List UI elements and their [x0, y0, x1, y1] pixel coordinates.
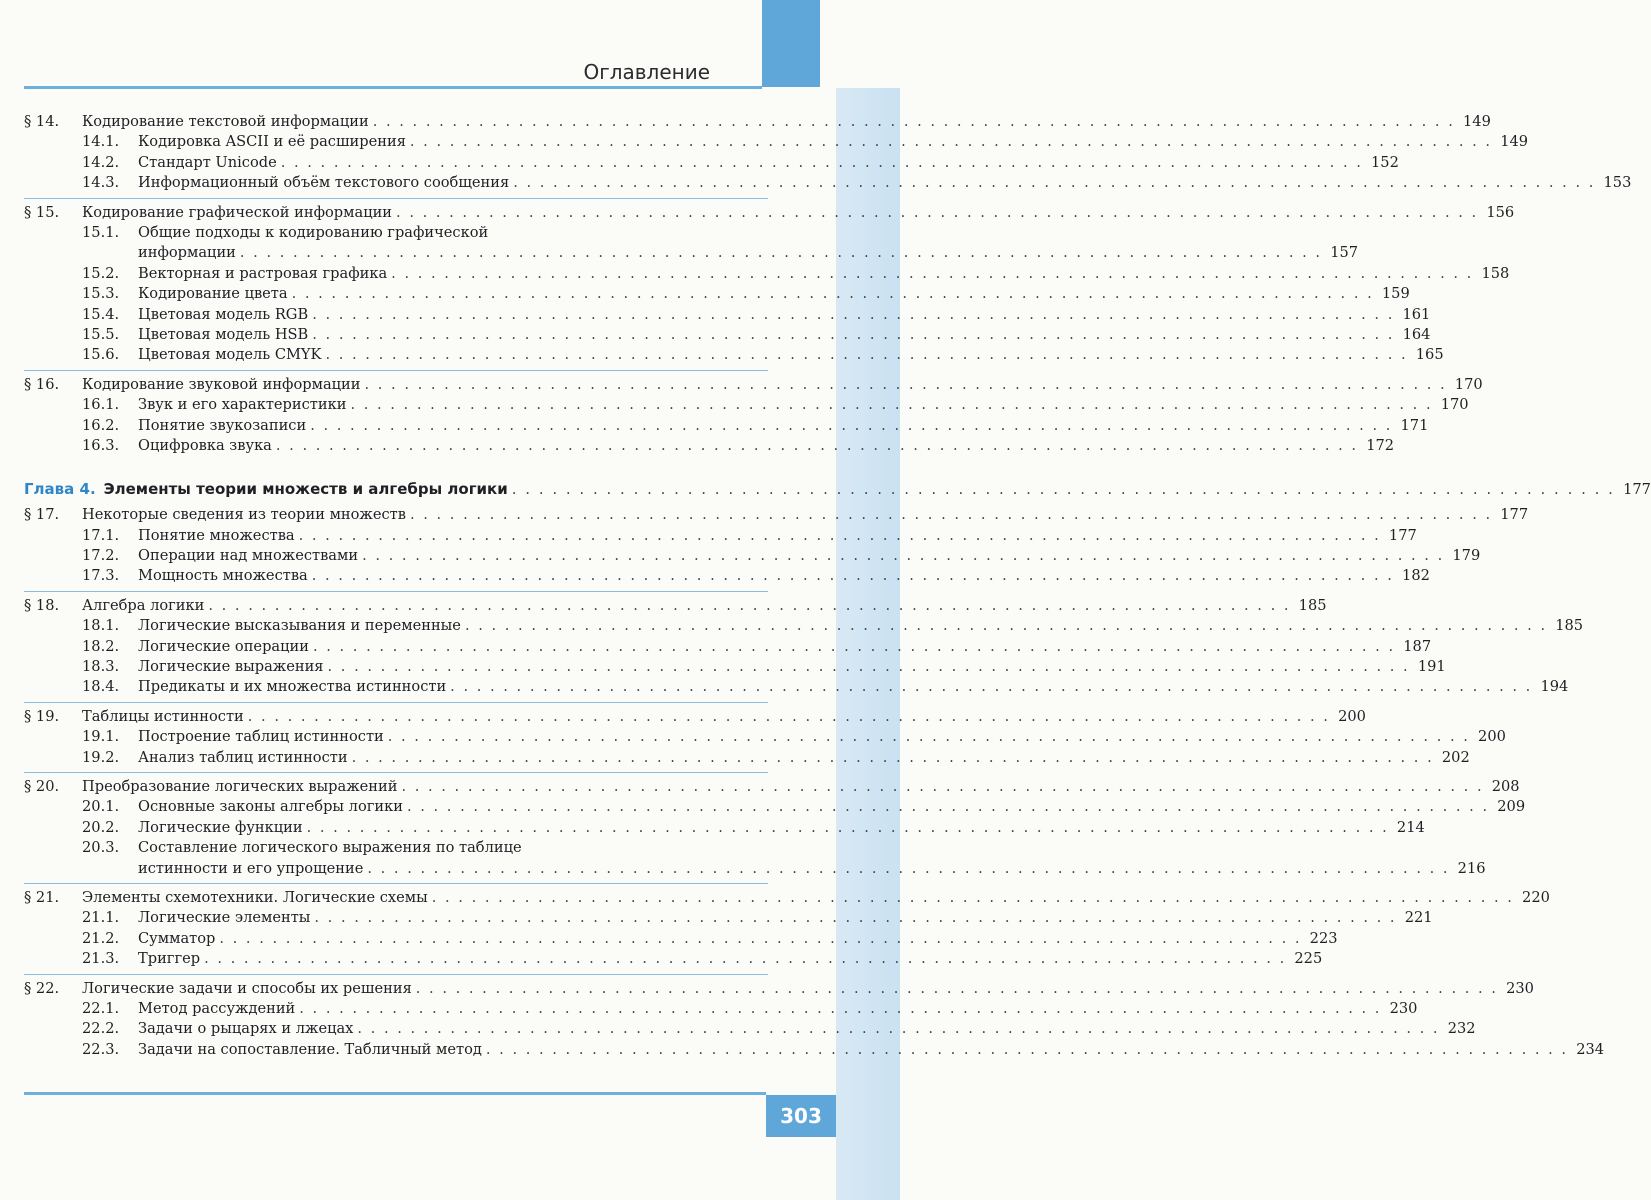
subsection-number: 15.3.	[82, 285, 120, 303]
dot-leader: . . . . . . . . . . . . . . . . . . . . . . . . . . . . . . . . . . . . . . . . . . . . . . . . . . . . . . . . . . . . . . . . . . . . . . . . . . . . . . . . . .	[299, 999, 1382, 1017]
section-title: Таблицы истинности	[82, 707, 244, 725]
dot-leader: . . . . . . . . . . . . . . . . . . . . . . . . . . . . . . . . . . . . . . . . . . . . . . . . . . . . . . . . . . . . . . . . . . . . . . . . . . . . . . . . . .	[357, 1020, 1440, 1038]
subsection-title: Метод рассуждений	[138, 999, 296, 1017]
section-number: § 14.	[24, 113, 60, 130]
subsection-title: Цветовая модель HSB	[138, 325, 309, 343]
subsection-page: 170	[1440, 396, 1469, 414]
section-group	[24, 974, 1605, 1065]
dot-leader: . . . . . . . . . . . . . . . . . . . . . . . . . . . . . . . . . . . . . . . . . . . . . . . . . . . . . . . . . . . . . . . . . . . . . . . . . . . . . . . . . .	[280, 153, 1363, 171]
subsection-title: Стандарт Unicode	[138, 153, 277, 171]
dot-leader: . . . . . . . . . . . . . . . . . . . . . . . . . . . . . . . . . . . . . . . . . . . . . . . . . . . . . . . . . . . . . . . . . . . . . . . . . . . . . . . . . .	[409, 506, 1493, 524]
subsection-page: 191	[1417, 658, 1446, 676]
subsection-title: Задачи на сопоставление. Табличный метод	[138, 1040, 482, 1058]
subsection-title: Логические выражения	[138, 658, 324, 676]
subsection-page: 158	[1481, 264, 1510, 282]
dot-leader: . . . . . . . . . . . . . . . . . . . . . . . . . . . . . . . . . . . . . . . . . . . . . . . . . . . . . . . . . . . . . . . . . . . . . . . . . . . . . . . . . .	[306, 818, 1389, 836]
dot-leader: . . . . . . . . . . . . . . . . . . . . . . . . . . . . . . . . . . . . . . . . . . . . . . . . . . . . . . . . . . . . . . . . . . . . . . . . . . . . . . . . . .	[409, 133, 1493, 151]
subsection-entry[interactable]	[24, 305, 1431, 325]
subsection-number: 15.6.	[82, 346, 120, 364]
subsection-number: 21.3.	[82, 950, 120, 968]
subsection-entry[interactable]	[24, 748, 1470, 768]
subsection-entry[interactable]	[24, 566, 1430, 586]
subsection-number: 15.2.	[82, 264, 120, 282]
subsection-title: Анализ таблиц истинности	[138, 748, 348, 766]
section-title: Элементы схемотехники. Логические схемы	[82, 888, 428, 906]
subsection-page: 230	[1389, 999, 1418, 1017]
chapter-title: Элементы теории множеств и алгебры логики	[103, 480, 508, 499]
subsection-number: 15.5.	[82, 325, 120, 343]
dot-leader: . . . . . . . . . . . . . . . . . . . . . . . . . . . . . . . . . . . . . . . . . . . . . . . . . . . . . . . . . . . . . . . . . . . . . . . . . . . . . . . . . .	[401, 777, 1484, 795]
section-title: Логические задачи и способы их решения	[82, 979, 412, 997]
dot-leader: . . . . . . . . . . . . . . . . . . . . . . . . . . . . . . . . . . . . . . . . . . . . . . . . . . . . . . . . . . . . . . . . . . . . . . . . . . . . . . . . . .	[351, 748, 1434, 766]
subsection-number: 19.2.	[82, 748, 120, 766]
section-number: § 22.	[24, 979, 60, 997]
chapter-heading[interactable]	[24, 478, 1651, 501]
dot-leader: . . . . . . . . . . . . . . . . . . . . . . . . . . . . . . . . . . . . . . . . . . . . . . . . . . . . . . . . . . . . . . . . . . . . . . . . . . . . . . . . . .	[350, 396, 1433, 414]
subsection-page: 225	[1294, 950, 1323, 968]
subsection-title: Цветовая модель CMYK	[138, 346, 322, 364]
subsection-title: Основные законы алгебры логики	[138, 798, 403, 816]
subsection-title: Операции над множествами	[138, 547, 359, 565]
dot-leader: . . . . . . . . . . . . . . . . . . . . . . . . . . . . . . . . . . . . . . . . . . . . . . . . . . . . . . . . . . . . . . . . . . . . . . . . . . . . . . . . . .	[247, 707, 1330, 725]
subsection-number: 20.3.	[82, 839, 120, 857]
subsection-title: Кодирование цвета	[138, 285, 288, 303]
subsection-title: Построение таблиц истинности	[138, 728, 384, 746]
section-entry[interactable]	[24, 112, 1491, 132]
subsection-entry[interactable]	[24, 345, 1444, 365]
subsection-title: Понятие множества	[138, 526, 295, 544]
dot-leader: . . . . . . . . . . . . . . . . . . . . . . . . . . . . . . . . . . . . . . . . . . . . . . . . . . . . . . . . . . . . . . . . . . . . . . . . . . . . . . . . . .	[310, 416, 1393, 434]
subsection-entry[interactable]	[24, 797, 1526, 817]
subsection-title: информации	[138, 244, 236, 262]
section-number: § 18.	[24, 596, 60, 614]
section-title: Некоторые сведения из теории множеств	[82, 506, 406, 524]
subsection-page: 171	[1400, 416, 1429, 434]
subsection-entry[interactable]	[24, 616, 1584, 636]
subsection-entry[interactable]	[24, 526, 1417, 546]
subsection-title: Векторная и растровая графика	[138, 264, 388, 282]
subsection-number: 20.1.	[82, 798, 120, 816]
subsection-page: 149	[1500, 133, 1529, 151]
subsection-page: 153	[1603, 174, 1632, 192]
subsection-page: 234	[1576, 1040, 1605, 1058]
subsection-number: 14.2.	[82, 153, 120, 171]
dot-leader: . . . . . . . . . . . . . . . . . . . . . . . . . . . . . . . . . . . . . . . . . . . . . . . . . . . . . . . . . . . . . . . . . . . . . . . . . . . . . . . . . .	[485, 1040, 1569, 1058]
subsection-entry[interactable]	[24, 264, 1510, 284]
dot-leader: . . . . . . . . . . . . . . . . . . . . . . . . . . . . . . . . . . . . . . . . . . . . . . . . . . . . . . . . . . . . . . . . . . . . . . . . . . . . . . . . . .	[464, 617, 1548, 635]
subsection-entry[interactable]	[24, 999, 1418, 1019]
dot-leader: . . . . . . . . . . . . . . . . . . . . . . . . . . . . . . . . . . . . . . . . . . . . . . . . . . . . . . . . . . . . . . . . . . . . . . . . . . . . . . . . . .	[208, 596, 1291, 614]
subsection-title: истинности и его упрощение	[138, 859, 364, 877]
chapter-page: 177	[1623, 481, 1651, 499]
subsection-entry[interactable]	[24, 284, 1410, 304]
subsection-entry[interactable]	[24, 325, 1431, 345]
section-page: 156	[1486, 203, 1515, 221]
subsection-title: Сумматор	[138, 929, 216, 947]
subsection-page: 194	[1540, 678, 1569, 696]
subsection-title: Звук и его характеристики	[138, 396, 347, 414]
dot-leader: . . . . . . . . . . . . . . . . . . . . . . . . . . . . . . . . . . . . . . . . . . . . . . . . . . . . . . . . . . . . . . . . . . . . . . . . . . . . . . . . . .	[511, 480, 1615, 499]
subsection-entry[interactable]	[24, 637, 1432, 657]
section-group	[24, 772, 1526, 883]
subsection-title: Задачи о рыцарях и лжецах	[138, 1020, 354, 1038]
subsection-number: 14.1.	[82, 133, 120, 151]
subsection-entry[interactable]	[24, 223, 1359, 264]
dot-leader: . . . . . . . . . . . . . . . . . . . . . . . . . . . . . . . . . . . . . . . . . . . . . . . . . . . . . . . . . . . . . . . . . . . . . . . . . . . . . . . . . .	[298, 526, 1381, 544]
subsection-page: 172	[1366, 436, 1395, 454]
section-number: § 15.	[24, 203, 60, 221]
section-page: 149	[1463, 113, 1491, 130]
section-title: Преобразование логических выражений	[82, 777, 398, 795]
dot-leader: . . . . . . . . . . . . . . . . . . . . . . . . . . . . . . . . . . . . . . . . . . . . . . . . . . . . . . . . . . . . . . . . . . . . . . . . . . . . . . . . . .	[391, 264, 1474, 282]
subsection-entry[interactable]	[24, 818, 1425, 838]
subsection-number: 17.2.	[82, 547, 120, 565]
subsection-entry[interactable]	[24, 677, 1569, 697]
section-page: 220	[1522, 888, 1550, 906]
section-page: 185	[1298, 596, 1327, 614]
subsection-page: 161	[1402, 305, 1431, 323]
subsection-page: 165	[1415, 346, 1444, 364]
subsection-entry[interactable]	[24, 546, 1481, 566]
section-title: Кодирование звуковой информации	[82, 375, 361, 393]
section-entry[interactable]	[24, 707, 1366, 727]
section-title: Кодирование графической информации	[82, 203, 393, 221]
section-page: 170	[1454, 375, 1483, 393]
subsection-number: 15.1.	[82, 223, 120, 241]
section-entry[interactable]	[24, 777, 1520, 797]
subsection-entry[interactable]	[24, 395, 1469, 415]
subsection-entry[interactable]	[24, 657, 1446, 677]
section-entry[interactable]	[24, 596, 1327, 616]
subsection-number: 14.3.	[82, 174, 120, 192]
subsection-number: 17.1.	[82, 526, 120, 544]
subsection-title: Логические операции	[138, 637, 309, 655]
subsection-number: 15.4.	[82, 305, 120, 323]
dot-leader: . . . . . . . . . . . . . . . . . . . . . . . . . . . . . . . . . . . . . . . . . . . . . . . . . . . . . . . . . . . . . . . . . . . . . . . . . . . . . . . . . .	[311, 567, 1394, 585]
dot-leader: . . . . . . . . . . . . . . . . . . . . . . . . . . . . . . . . . . . . . . . . . . . . . . . . . . . . . . . . . . . . . . . . . . . . . . . . . . . . . . . . . .	[239, 244, 1323, 262]
dot-leader: . . . . . . . . . . . . . . . . . . . . . . . . . . . . . . . . . . . . . . . . . . . . . . . . . . . . . . . . . . . . . . . . . . . . . . . . . . . . . . . . . .	[513, 174, 1596, 192]
section-number: § 16.	[24, 375, 60, 393]
subsection-title: Предикаты и их множества истинности	[138, 678, 447, 696]
subsection-entry[interactable]	[24, 1019, 1476, 1039]
subsection-entry[interactable]	[24, 727, 1506, 747]
subsection-entry[interactable]	[24, 949, 1323, 969]
subsection-number: 21.2.	[82, 929, 120, 947]
subsection-page: 232	[1447, 1020, 1476, 1038]
subsection-number: 16.2.	[82, 416, 120, 434]
subsection-number: 21.1.	[82, 909, 120, 927]
subsection-title: Мощность множества	[138, 567, 308, 585]
section-page: 230	[1506, 979, 1534, 997]
dot-leader: . . . . . . . . . . . . . . . . . . . . . . . . . . . . . . . . . . . . . . . . . . . . . . . . . . . . . . . . . . . . . . . . . . . . . . . . . . . . . . . . . .	[372, 113, 1455, 130]
subsection-title: Триггер	[138, 950, 201, 968]
subsection-title: Оцифровка звука	[138, 436, 272, 454]
subsection-number: 17.3.	[82, 567, 120, 585]
subsection-title-line2	[138, 243, 1358, 263]
subsection-page: 221	[1404, 909, 1433, 927]
subsection-number: 22.1.	[82, 999, 120, 1017]
subsection-page: 152	[1371, 153, 1399, 171]
dot-leader: . . . . . . . . . . . . . . . . . . . . . . . . . . . . . . . . . . . . . . . . . . . . . . . . . . . . . . . . . . . . . . . . . . . . . . . . . . . . . . . . . .	[204, 950, 1287, 968]
dot-leader: . . . . . . . . . . . . . . . . . . . . . . . . . . . . . . . . . . . . . . . . . . . . . . . . . . . . . . . . . . . . . . . . . . . . . . . . . . . . . . . . . .	[396, 203, 1479, 221]
section-group	[24, 883, 1550, 974]
subsection-title: Логические функции	[138, 818, 303, 836]
subsection-title-line1: Общие подходы к кодированию графической	[138, 223, 489, 241]
subsection-title-block	[138, 838, 1486, 879]
sections-group-a	[24, 112, 1632, 460]
section-group	[24, 505, 1529, 591]
dot-leader: . . . . . . . . . . . . . . . . . . . . . . . . . . . . . . . . . . . . . . . . . . . . . . . . . . . . . . . . . . . . . . . . . . . . . . . . . . . . . . . . . .	[450, 678, 1533, 696]
section-number: § 17.	[24, 506, 60, 524]
subsection-number: 18.2.	[82, 637, 120, 655]
subsection-title: Логические высказывания и переменные	[138, 617, 461, 635]
subsection-number: 18.4.	[82, 678, 120, 696]
footer-rule	[24, 1092, 766, 1095]
section-title: Алгебра логики	[82, 596, 205, 614]
subsection-page: 159	[1381, 285, 1410, 303]
subsection-page: 200	[1478, 728, 1506, 746]
subsection-entry[interactable]	[24, 929, 1338, 949]
dot-leader: . . . . . . . . . . . . . . . . . . . . . . . . . . . . . . . . . . . . . . . . . . . . . . . . . . . . . . . . . . . . . . . . . . . . . . . . . . . . . . . . . .	[364, 375, 1447, 393]
page-corner-tab	[762, 0, 820, 87]
table-of-contents	[24, 112, 1651, 1064]
subsection-title: Кодировка ASCII и её расширения	[138, 133, 406, 151]
dot-leader: . . . . . . . . . . . . . . . . . . . . . . . . . . . . . . . . . . . . . . . . . . . . . . . . . . . . . . . . . . . . . . . . . . . . . . . . . . . . . . . . . .	[314, 909, 1397, 927]
sections-group-b	[24, 505, 1605, 1064]
section-page: 177	[1500, 506, 1529, 524]
subsection-entry[interactable]	[24, 132, 1529, 152]
dot-leader: . . . . . . . . . . . . . . . . . . . . . . . . . . . . . . . . . . . . . . . . . . . . . . . . . . . . . . . . . . . . . . . . . . . . . . . . . . . . . . . . . .	[312, 305, 1395, 323]
subsection-entry[interactable]	[24, 908, 1433, 928]
section-entry[interactable]	[24, 888, 1550, 908]
header-rule	[24, 86, 762, 89]
subsection-page: 182	[1402, 567, 1430, 585]
section-group	[24, 370, 1483, 461]
subsection-entry[interactable]	[24, 1040, 1605, 1060]
subsection-page: 179	[1452, 547, 1481, 565]
subsection-page: 202	[1441, 748, 1470, 766]
subsection-number: 16.1.	[82, 396, 120, 414]
page-title: Оглавление	[583, 60, 710, 84]
subsection-page: 216	[1457, 859, 1486, 877]
subsection-number: 18.3.	[82, 658, 120, 676]
section-entry[interactable]	[24, 979, 1534, 999]
section-title: Кодирование текстовой информации	[82, 113, 369, 130]
subsection-number: 19.1.	[82, 728, 120, 746]
section-number: § 20.	[24, 777, 60, 795]
dot-leader: . . . . . . . . . . . . . . . . . . . . . . . . . . . . . . . . . . . . . . . . . . . . . . . . . . . . . . . . . . . . . . . . . . . . . . . . . . . . . . . . . .	[275, 436, 1359, 454]
dot-leader: . . . . . . . . . . . . . . . . . . . . . . . . . . . . . . . . . . . . . . . . . . . . . . . . . . . . . . . . . . . . . . . . . . . . . . . . . . . . . . . . . .	[291, 285, 1374, 303]
subsection-number: 22.2.	[82, 1020, 120, 1038]
section-group	[24, 198, 1515, 370]
subsection-title: Понятие звукозаписи	[138, 416, 307, 434]
subsection-entry[interactable]	[24, 436, 1395, 456]
subsection-entry[interactable]	[24, 416, 1429, 436]
subsection-title: Логические элементы	[138, 909, 311, 927]
subsection-title-line1: Составление логического выражения по таблице	[138, 839, 522, 857]
section-number: § 21.	[24, 888, 60, 906]
dot-leader: . . . . . . . . . . . . . . . . . . . . . . . . . . . . . . . . . . . . . . . . . . . . . . . . . . . . . . . . . . . . . . . . . . . . . . . . . . . . . . . . . .	[387, 728, 1470, 746]
dot-leader: . . . . . . . . . . . . . . . . . . . . . . . . . . . . . . . . . . . . . . . . . . . . . . . . . . . . . . . . . . . . . . . . . . . . . . . . . . . . . . . . . .	[415, 979, 1498, 997]
section-group	[24, 591, 1584, 702]
section-page: 208	[1491, 777, 1520, 795]
subsection-page: 157	[1330, 244, 1359, 262]
subsection-page: 223	[1309, 929, 1338, 947]
section-number: § 19.	[24, 707, 60, 725]
subsection-number: 16.3.	[82, 436, 120, 454]
subsection-title: Информационный объём текстового сообщения	[138, 174, 510, 192]
section-group	[24, 702, 1506, 772]
subsection-number: 20.2.	[82, 818, 120, 836]
section-entry[interactable]	[24, 375, 1483, 395]
section-entry[interactable]	[24, 203, 1515, 223]
subsection-page: 209	[1497, 798, 1526, 816]
page-number: 303	[766, 1095, 836, 1137]
subsection-number: 22.3.	[82, 1040, 120, 1058]
dot-leader: . . . . . . . . . . . . . . . . . . . . . . . . . . . . . . . . . . . . . . . . . . . . . . . . . . . . . . . . . . . . . . . . . . . . . . . . . . . . . . . . . .	[312, 637, 1396, 655]
dot-leader: . . . . . . . . . . . . . . . . . . . . . . . . . . . . . . . . . . . . . . . . . . . . . . . . . . . . . . . . . . . . . . . . . . . . . . . . . . . . . . . . . .	[327, 658, 1410, 676]
dot-leader: . . . . . . . . . . . . . . . . . . . . . . . . . . . . . . . . . . . . . . . . . . . . . . . . . . . . . . . . . . . . . . . . . . . . . . . . . . . . . . . . . .	[325, 346, 1408, 364]
section-page: 200	[1338, 707, 1366, 725]
subsection-page: 187	[1403, 637, 1432, 655]
dot-leader: . . . . . . . . . . . . . . . . . . . . . . . . . . . . . . . . . . . . . . . . . . . . . . . . . . . . . . . . . . . . . . . . . . . . . . . . . . . . . . . . . .	[219, 929, 1302, 947]
dot-leader: . . . . . . . . . . . . . . . . . . . . . . . . . . . . . . . . . . . . . . . . . . . . . . . . . . . . . . . . . . . . . . . . . . . . . . . . . . . . . . . . . .	[367, 859, 1450, 877]
dot-leader: . . . . . . . . . . . . . . . . . . . . . . . . . . . . . . . . . . . . . . . . . . . . . . . . . . . . . . . . . . . . . . . . . . . . . . . . . . . . . . . . . .	[406, 798, 1490, 816]
dot-leader: . . . . . . . . . . . . . . . . . . . . . . . . . . . . . . . . . . . . . . . . . . . . . . . . . . . . . . . . . . . . . . . . . . . . . . . . . . . . . . . . . .	[312, 325, 1395, 343]
section-group	[24, 112, 1632, 198]
dot-leader: . . . . . . . . . . . . . . . . . . . . . . . . . . . . . . . . . . . . . . . . . . . . . . . . . . . . . . . . . . . . . . . . . . . . . . . . . . . . . . . . . .	[362, 547, 1445, 565]
subsection-number: 18.1.	[82, 617, 120, 635]
subsection-title-block	[138, 223, 1358, 264]
dot-leader: . . . . . . . . . . . . . . . . . . . . . . . . . . . . . . . . . . . . . . . . . . . . . . . . . . . . . . . . . . . . . . . . . . . . . . . . . . . . . . . . . .	[431, 888, 1514, 906]
subsection-entry[interactable]	[24, 838, 1486, 879]
subsection-title-line2	[138, 859, 1486, 879]
subsection-entry[interactable]	[24, 173, 1632, 193]
chapter-label: Глава 4.	[24, 480, 96, 499]
subsection-page: 177	[1388, 526, 1417, 544]
subsection-page: 164	[1402, 325, 1431, 343]
section-entry[interactable]	[24, 505, 1529, 525]
subsection-page: 185	[1555, 617, 1584, 635]
subsection-title: Цветовая модель RGB	[138, 305, 309, 323]
subsection-page: 214	[1396, 818, 1425, 836]
subsection-entry[interactable]	[24, 153, 1399, 173]
